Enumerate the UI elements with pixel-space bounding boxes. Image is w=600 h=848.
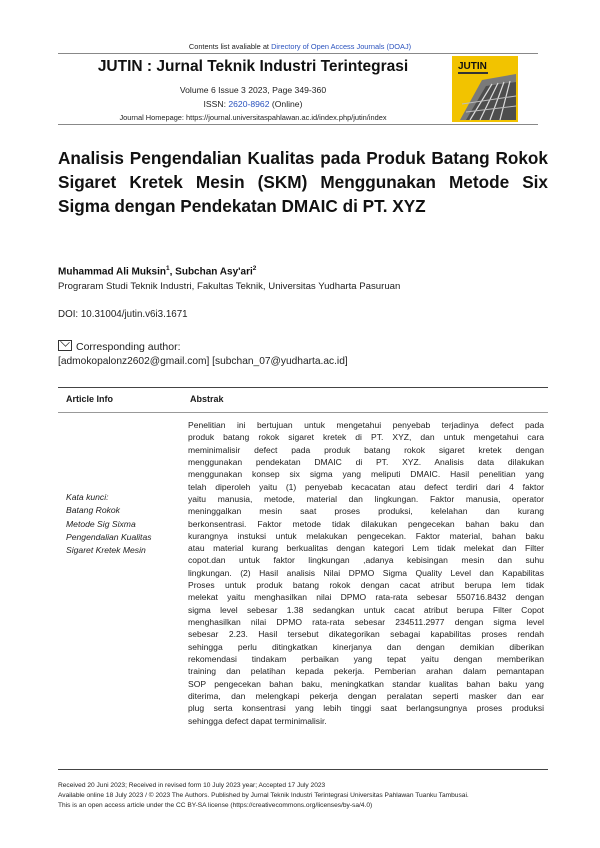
abstract-line: sebesar 2.23. Hasil tersebut dikategorikan sebagai kapabilitas proses rendah bbox=[188, 629, 544, 640]
abstract-line: rekomendasi tindakam perbaikan yang tepat yaitu dengan memberikan bbox=[188, 653, 544, 664]
abstract-line: meninggalkan mesin saat proses produksi, kelelahan dan kurang bbox=[188, 506, 544, 517]
abstract-line: meminimalisir defect pada produk batang rokok sigaret kretek dengan bbox=[188, 444, 544, 455]
article-info-table bbox=[58, 387, 548, 770]
cover-label: JUTIN bbox=[458, 61, 487, 72]
article-history-footer bbox=[58, 781, 548, 811]
abstract-line: berkonsentrasi. Faktor metode tidak dilakukan pengecekan bahan baku dan bbox=[188, 518, 544, 529]
keyword: Batang Rokok bbox=[66, 505, 120, 516]
license-info: This is an open access article under the CC BY-SA license (https://creativecommons.org/licenses/by-sa/4.0) bbox=[58, 802, 373, 809]
abstract-line: atau material kurang berkualitas dengan kategori Lem tidak melekat dan Filter bbox=[188, 543, 544, 554]
corresponding-label: Corresponding author: bbox=[76, 341, 181, 353]
abstract-line: sehingga defect dapat terminimalisir. bbox=[188, 715, 327, 726]
envelope-icon bbox=[58, 340, 72, 351]
journal-cover-image bbox=[452, 56, 518, 122]
corresponding-author bbox=[58, 340, 180, 353]
abstract-line: menggunakan pendekatan DMAIC di PT. XYZ. Analisis data dilakukan bbox=[188, 456, 544, 467]
publication-info: Available online 18 July 2023 / © 2023 The Authors. Published by Jurnal Teknik Industri Terintegrasi Universitas Pahlawan Tuanku Tambusai. bbox=[58, 792, 469, 799]
author-line: Muhammad Ali Muksin$^1$, Subchan Asy'ari$^2$ bbox=[58, 265, 257, 278]
issn-suffix: (Online) bbox=[271, 99, 303, 109]
abstract-line: Penelitian ini bertujuan untuk mengetahui penyebab terjadinya defect pada bbox=[188, 420, 544, 430]
header-top-rule bbox=[58, 53, 538, 54]
abstract-line: telah diperoleh yaitu (1) penyebab kecacatan atau defect terdiri dari 4 faktor bbox=[188, 481, 544, 492]
contents-prefix: Contents list avaliable at bbox=[188, 42, 269, 51]
abstract-line: yaitu manusia, metode, material dan lingkungan. Faktor manusia, operator bbox=[188, 493, 544, 504]
abstract-line: sigma level sebesar 1.38 sedangkan untuk cacat atribut berupa Filter Copot bbox=[188, 604, 544, 615]
author-emails[interactable]: [admokopalonz2602@gmail.com] [subchan_07@yudharta.ac.id] bbox=[58, 356, 348, 367]
abstract-line: melekat yaitu menghasilkan nilai DPMO rata-rata sebesar 550716.8432 dengan bbox=[188, 592, 544, 603]
abstract-line: menggunakan konsep six sigma yang meliputi DMAIC. Hasil penelitian yang bbox=[188, 469, 544, 480]
journal-issn bbox=[58, 99, 448, 109]
table-header-row bbox=[58, 387, 548, 413]
issn-link[interactable]: 2620-8962 bbox=[228, 99, 270, 109]
abstract-line: copot.dan untuk faktor lingkungan ,adanya kebisingan mesin dan suhu bbox=[188, 555, 544, 566]
keywords-label: Kata kunci: bbox=[66, 492, 109, 502]
abstract-text bbox=[188, 419, 544, 727]
header-bottom-rule bbox=[58, 124, 538, 125]
contents-list-line bbox=[0, 42, 600, 51]
abstract-line: kurangnya instuksi untuk melakukan pengecekan. Faktor material, bahan baku bbox=[188, 530, 544, 541]
doaj-link[interactable]: Directory of Open Access Journals (DOAJ) bbox=[271, 42, 412, 51]
abstract-line: menghasilkan nilai DPMO rata-rata sebesar 234511.2977 dengan sigma level bbox=[188, 617, 544, 627]
abstract-line: plug serta konsentrasi yang lebih tinggi saat berlangsungnya proses produksi bbox=[188, 703, 544, 714]
abstract-line: lingkungan. (2) Hasil analisis Nilai DPMO Sigma Quality Level dan Kapabilitas bbox=[188, 567, 544, 578]
abstract-line: Proses untuk produk batang rokok dengan cacat atribut berupa lem tidak bbox=[188, 580, 544, 591]
received-dates: Received 20 Juni 2023; Received in revised form 10 July 2023 year; Accepted 17 July 2023 bbox=[58, 782, 326, 789]
journal-homepage[interactable]: Journal Homepage: https://journal.universitaspahlawan.ac.id/index.php/jutin/index bbox=[119, 113, 387, 122]
author-1: Muhammad Ali Muksin bbox=[58, 266, 166, 278]
author-1-affil: 1 bbox=[165, 265, 170, 272]
journal-title: JUTIN : Jurnal Teknik Industri Terintegrasi bbox=[97, 58, 409, 75]
abstract-line: SOP pengecekan bahan baku, meningkatkan standar kualitas bahan baku yang bbox=[188, 678, 544, 689]
cover-graphic bbox=[452, 56, 518, 122]
article-title: Analisis Pengendalian Kualitas pada Produk Batang Rokok Sigaret Kretek Mesin (SKM) Menggunakan Metode Six Sigma dengan Pendekatan DMAIC di PT. XYZ bbox=[58, 148, 548, 216]
abstract-header: Abstrak bbox=[190, 394, 224, 404]
keywords-block bbox=[66, 491, 152, 557]
keyword: Metode Sig Sixma bbox=[66, 518, 136, 529]
keyword: Sigaret Kretek Mesin bbox=[66, 545, 146, 556]
table-bottom-rule bbox=[58, 769, 548, 770]
article-info-header: Article Info bbox=[66, 394, 114, 404]
keyword: Pengendalian Kualitas bbox=[66, 531, 152, 542]
author-2-affil: 2 bbox=[252, 265, 257, 272]
abstract-line: diterima, dan melengkapi pekerja dengan peralatan seperti masker dan ear bbox=[188, 690, 544, 701]
abstract-line: produk batang rokok sigaret kretek di PT. XYZ, dan untuk mengetahui cara bbox=[188, 432, 544, 443]
doi[interactable]: DOI: 10.31004/jutin.v6i3.1671 bbox=[58, 309, 188, 320]
affiliation: Prograram Studi Teknik Industri, Fakultas Teknik, Universitas Yudharta Pasuruan bbox=[58, 281, 401, 292]
issn-prefix: ISSN: bbox=[203, 99, 226, 109]
abstract-line: training dan pelatihan kepada pekerja. Pemberian arahan dalam pemantapan bbox=[188, 666, 544, 677]
abstract-line: sehingga perlu ditingkatkan kinerjanya dan dengan demikian diberikan bbox=[188, 641, 544, 652]
author-2: Subchan Asy'ari bbox=[175, 266, 253, 278]
journal-volume: Volume 6 Issue 3 2023, Page 349-360 bbox=[179, 85, 327, 95]
